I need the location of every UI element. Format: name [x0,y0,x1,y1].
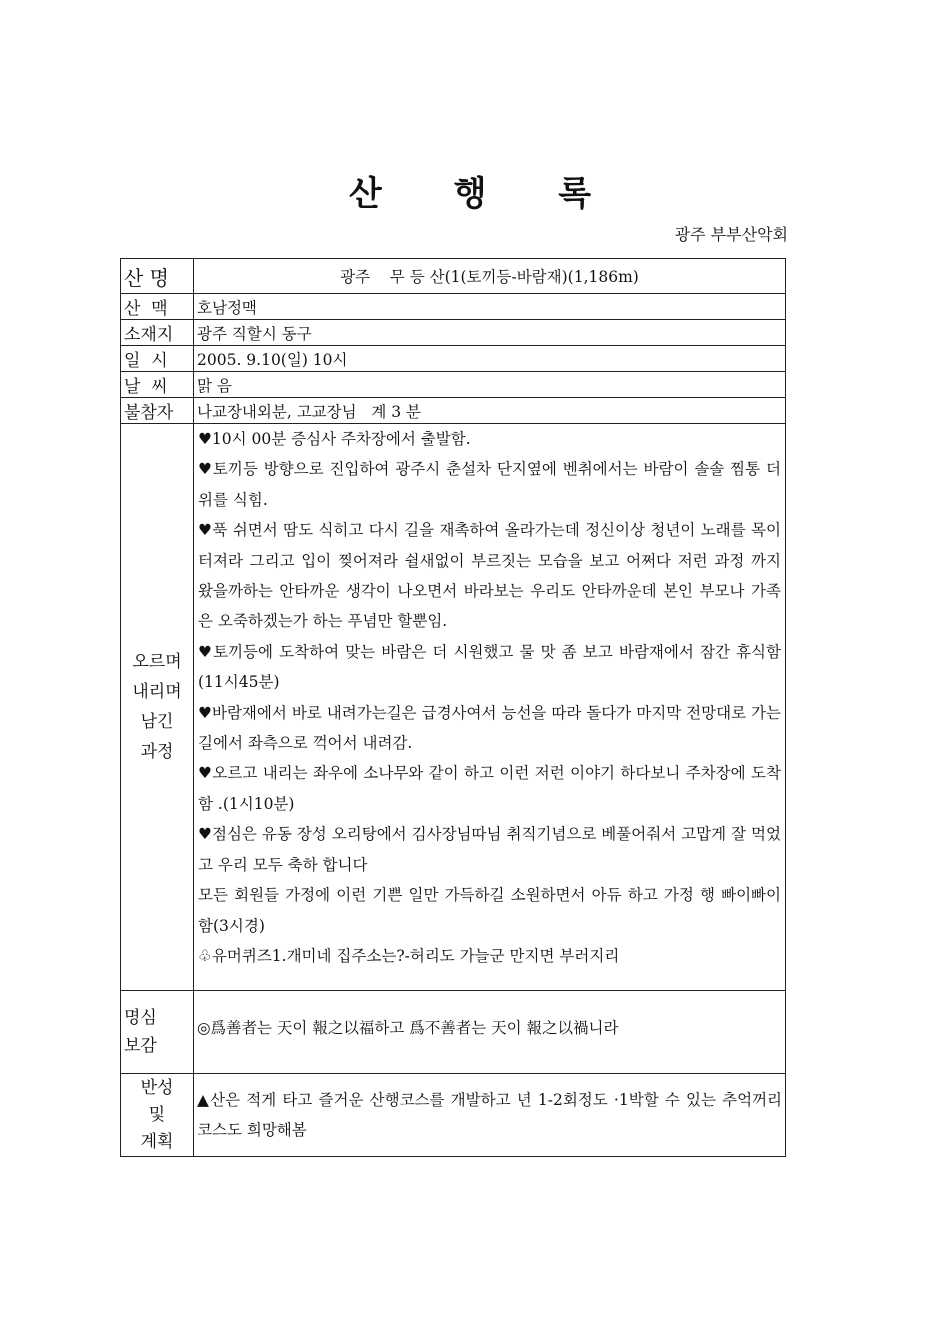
location-label: 소재지 [121,320,194,346]
maxim-label [121,991,194,1074]
date-label: 일 시 [121,346,194,372]
table-row [121,259,786,294]
process-paragraph: ♥토끼등에 도착하여 맞는 바람은 더 시원했고 물 맛 좀 보고 바람재에서 잠간 휴식함(11시45분) [198,642,781,692]
maxim-text: ◎爲善者는 天이 報之以福하고 爲不善者는 天이 報之以禍니라 [194,991,786,1074]
weather-value: 맑 음 [194,372,786,398]
mountain-label: 산 명 [121,259,194,294]
table-row [121,424,786,991]
process-label-line: 과정 [140,742,174,762]
table-row [121,320,786,346]
process-paragraph: ♥오르고 내리는 좌우에 소나무와 같이 하고 이런 저런 이야기 하다보니 주차장에 도착함 .(1시10분) [198,764,781,813]
organization-name: 광주 부부산악회 [674,225,788,244]
maxim-label-line: 보감 [124,1036,157,1056]
process-paragraph: 모든 회원들 가정에 이런 기쁜 일만 가득하길 소원하면서 아듀 하고 가정 행 빠이빠이함(3시경) [198,886,781,935]
location-value: 광주 직할시 동구 [194,320,786,346]
plan-text: ▲산은 적게 타고 즐거운 산행코스를 개발하고 년 1-2회정도 ·1박할 수 있는 추억꺼리 코스도 희망해봄 [194,1074,786,1157]
date-value: 2005. 9.10(일) 10시 [194,346,786,372]
process-paragraph: ♥토끼등 방향으로 진입하여 광주시 춘설차 단지옆에 벤취에서는 바람이 솔솔 찜통 더위를 식힘. [198,460,781,509]
absent-value: 나교장내외분, 고교장님 계 3 분 [194,398,786,424]
hiking-log-table [120,258,786,1157]
process-paragraph: ♥10시 00분 증심사 주차장에서 출발함. [198,430,471,448]
plan-label-line: 반성 [140,1077,174,1098]
table-row [121,372,786,398]
process-label [121,424,194,991]
plan-label-line: 계획 [140,1131,174,1152]
plan-label-line: 및 [148,1104,166,1125]
absent-label: 불참자 [121,398,194,424]
maxim-label-line: 명심 [124,1008,157,1028]
process-label-line: 내리며 [132,682,182,702]
plan-label [121,1074,194,1157]
table-row [121,1074,786,1157]
table-row [121,294,786,320]
table-row [121,991,786,1074]
range-value: 호남정맥 [194,294,786,320]
table-row [121,346,786,372]
process-paragraph: ♧유머퀴즈1.개미네 집주소는?-허리도 가늘군 만지면 부러지리 [198,946,620,965]
process-text [194,424,786,991]
process-label-line: 남긴 [140,712,174,732]
process-paragraph: ♥점심은 유동 장성 오리탕에서 김사장님따님 취직기념으로 베풀어줘서 고맙게 잘 먹었고 우리 모두 축하 합니다 [198,825,781,874]
table-row [121,398,786,424]
range-label: 산 맥 [121,294,194,320]
process-paragraph: ♥바람재에서 바로 내려가는길은 급경사여서 능선을 따라 돌다가 마지막 전망대로 가는길에서 좌측으로 꺽어서 내려감. [198,703,781,753]
page-title: 산 행 록 [348,174,622,214]
process-paragraph: ♥푹 쉬면서 땀도 식히고 다시 길을 재촉하여 올라가는데 정신이상 청년이 노래를 목이 터져라 그리고 입이 찢어져라 쉴새없이 부르짓는 모습을 보고 어쩌다 저런 과정 까지 왔을까하는 안타까운 생각이 나오면서 바라보는 우리도 안타까운데 본인 부모나 가족은 오죽하겠는가 하는 푸념만 할뿐임. [198,521,781,631]
mountain-value: 광주 무 등 산(1(토끼등-바람재)(1,186m) [194,259,786,294]
process-label-line: 오르며 [132,652,182,672]
weather-label: 날 씨 [121,372,194,398]
